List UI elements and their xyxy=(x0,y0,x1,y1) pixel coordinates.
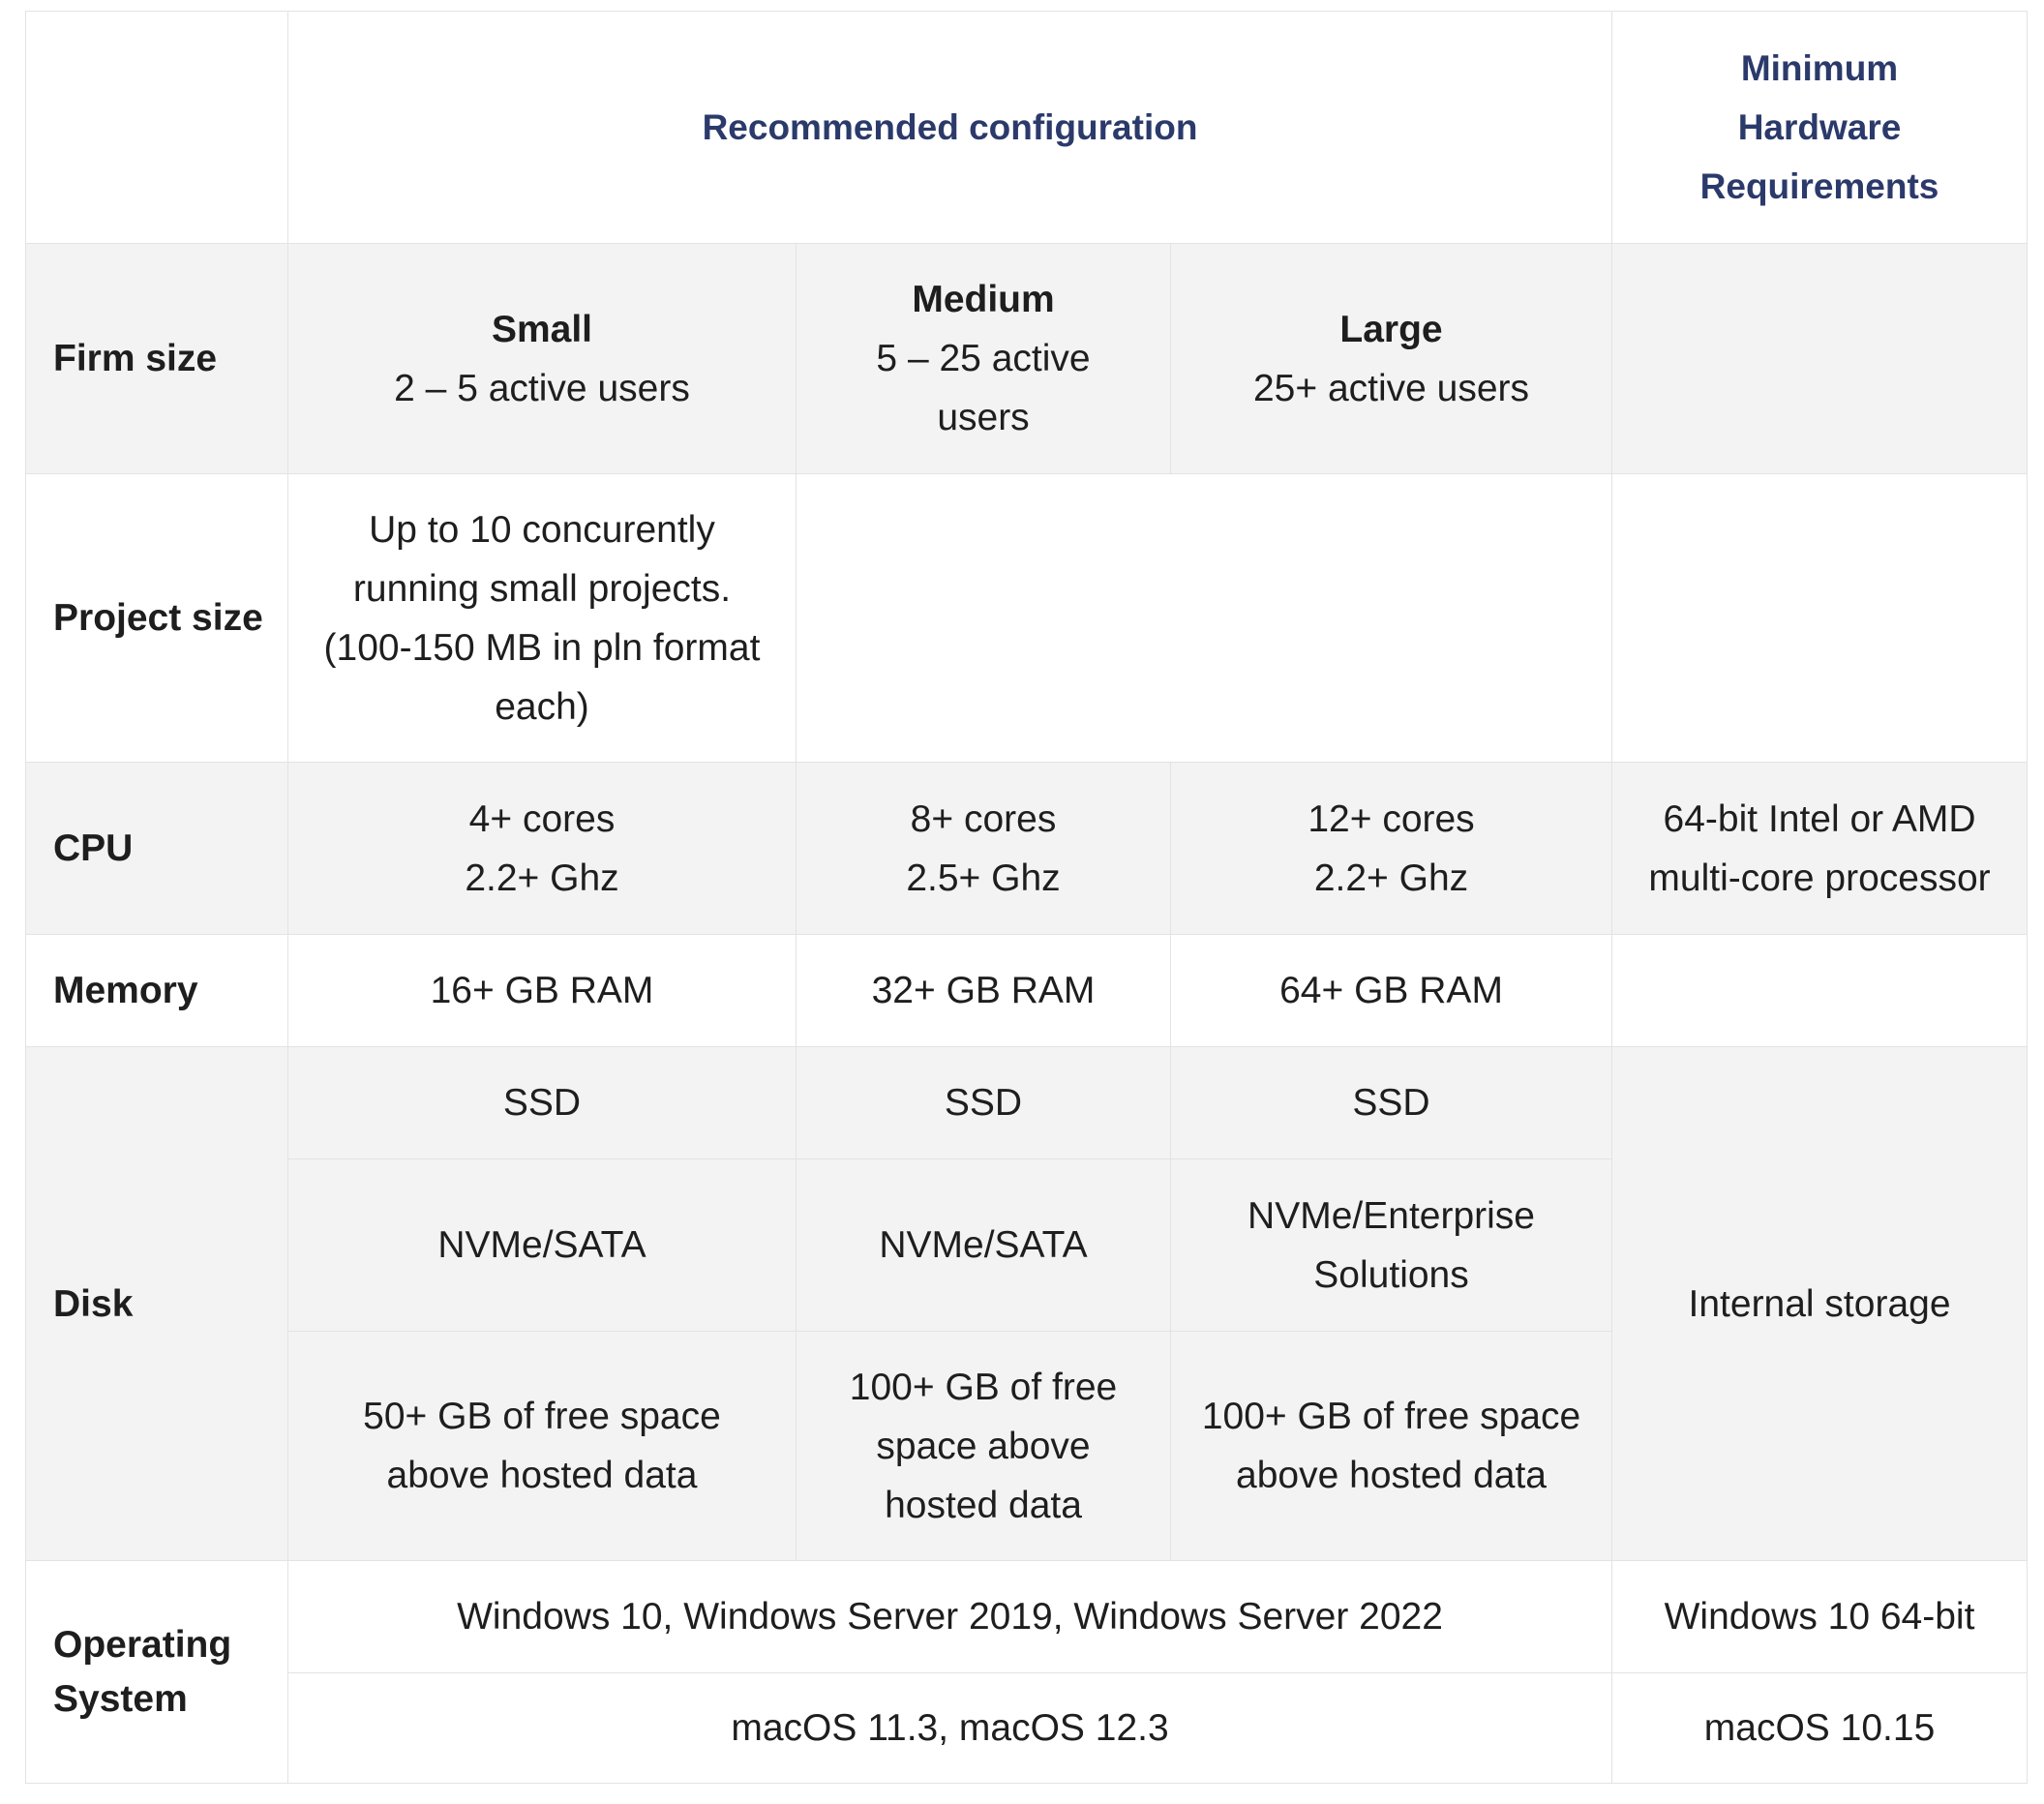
cpu-small-cores: 4+ cores xyxy=(468,797,616,840)
tier-name-small: Small xyxy=(491,308,593,350)
memory-large-cell: 64+ GB RAM xyxy=(1171,935,1612,1047)
disk-minimum-cell: Internal storage xyxy=(1612,1047,2028,1561)
requirements-table-container xyxy=(25,11,2027,1784)
cpu-minimum-cell: 64-bit Intel or AMD multi-core processor xyxy=(1612,763,2028,935)
project-size-medium-large-cell xyxy=(797,474,1612,763)
disk-interface-medium-cell: NVMe/SATA xyxy=(797,1159,1171,1332)
row-label-disk: Disk xyxy=(26,1047,288,1561)
row-label-memory: Memory xyxy=(26,935,288,1047)
row-label-firm-size: Firm size xyxy=(26,244,288,474)
cpu-large-cores: 12+ cores xyxy=(1308,797,1475,840)
disk-interface-small-cell: NVMe/SATA xyxy=(288,1159,797,1332)
tier-name-large: Large xyxy=(1339,308,1443,350)
disk-space-medium-cell: 100+ GB of free space above hosted data xyxy=(797,1332,1171,1561)
memory-small-cell: 16+ GB RAM xyxy=(288,935,797,1047)
row-label-project-size: Project size xyxy=(26,474,288,763)
disk-type-medium-cell: SSD xyxy=(797,1047,1171,1159)
firm-size-large-cell xyxy=(1171,244,1612,474)
project-size-minimum-cell xyxy=(1612,474,2028,763)
cpu-medium-ghz: 2.5+ Ghz xyxy=(906,857,1061,899)
disk-space-small-cell: 50+ GB of free space above hosted data xyxy=(288,1332,797,1561)
table-row-firm-size xyxy=(26,244,2028,474)
table-row-disk-type xyxy=(26,1047,2028,1159)
table-row-project-size xyxy=(26,474,2028,763)
firm-size-medium-cell xyxy=(797,244,1171,474)
table-header-row xyxy=(26,12,2028,244)
disk-type-small-cell: SSD xyxy=(288,1047,797,1159)
tier-users-medium: 5 – 25 active users xyxy=(876,338,1091,438)
cpu-large-ghz: 2.2+ Ghz xyxy=(1313,857,1469,899)
disk-type-large-cell: SSD xyxy=(1171,1047,1612,1159)
table-row-os-mac xyxy=(26,1673,2028,1784)
cpu-small-cell xyxy=(288,763,797,935)
firm-size-minimum-cell xyxy=(1612,244,2028,474)
cpu-medium-cell xyxy=(797,763,1171,935)
table-row-memory xyxy=(26,935,2028,1047)
header-empty-cell xyxy=(26,12,288,244)
tier-users-small: 2 – 5 active users xyxy=(394,367,690,409)
disk-interface-large-cell: NVMe/Enterprise Solutions xyxy=(1171,1159,1612,1332)
header-recommended-configuration: Recommended configuration xyxy=(288,12,1612,244)
tier-users-large: 25+ active users xyxy=(1252,367,1530,409)
row-label-operating-system: Operating System xyxy=(26,1561,288,1784)
system-requirements-table xyxy=(25,11,2028,1784)
cpu-large-cell xyxy=(1171,763,1612,935)
cpu-medium-cores: 8+ cores xyxy=(910,797,1057,840)
memory-medium-cell: 32+ GB RAM xyxy=(797,935,1171,1047)
firm-size-small-cell xyxy=(288,244,797,474)
row-label-cpu: CPU xyxy=(26,763,288,935)
project-size-small-cell: Up to 10 concurently running small projects. (100-150 MB in pln format each) xyxy=(288,474,797,763)
os-mac-minimum-cell: macOS 10.15 xyxy=(1612,1673,2028,1784)
cpu-small-ghz: 2.2+ Ghz xyxy=(465,857,619,899)
header-minimum-hardware-requirements: Minimum Hardware Requirements xyxy=(1612,12,2028,244)
table-row-os-windows xyxy=(26,1561,2028,1673)
os-mac-recommended-cell: macOS 11.3, macOS 12.3 xyxy=(288,1673,1612,1784)
table-row-cpu xyxy=(26,763,2028,935)
tier-name-medium: Medium xyxy=(912,279,1055,320)
os-windows-recommended-cell: Windows 10, Windows Server 2019, Windows Server 2022 xyxy=(288,1561,1612,1673)
memory-minimum-cell xyxy=(1612,935,2028,1047)
os-windows-minimum-cell: Windows 10 64-bit xyxy=(1612,1561,2028,1673)
disk-space-large-cell: 100+ GB of free space above hosted data xyxy=(1171,1332,1612,1561)
